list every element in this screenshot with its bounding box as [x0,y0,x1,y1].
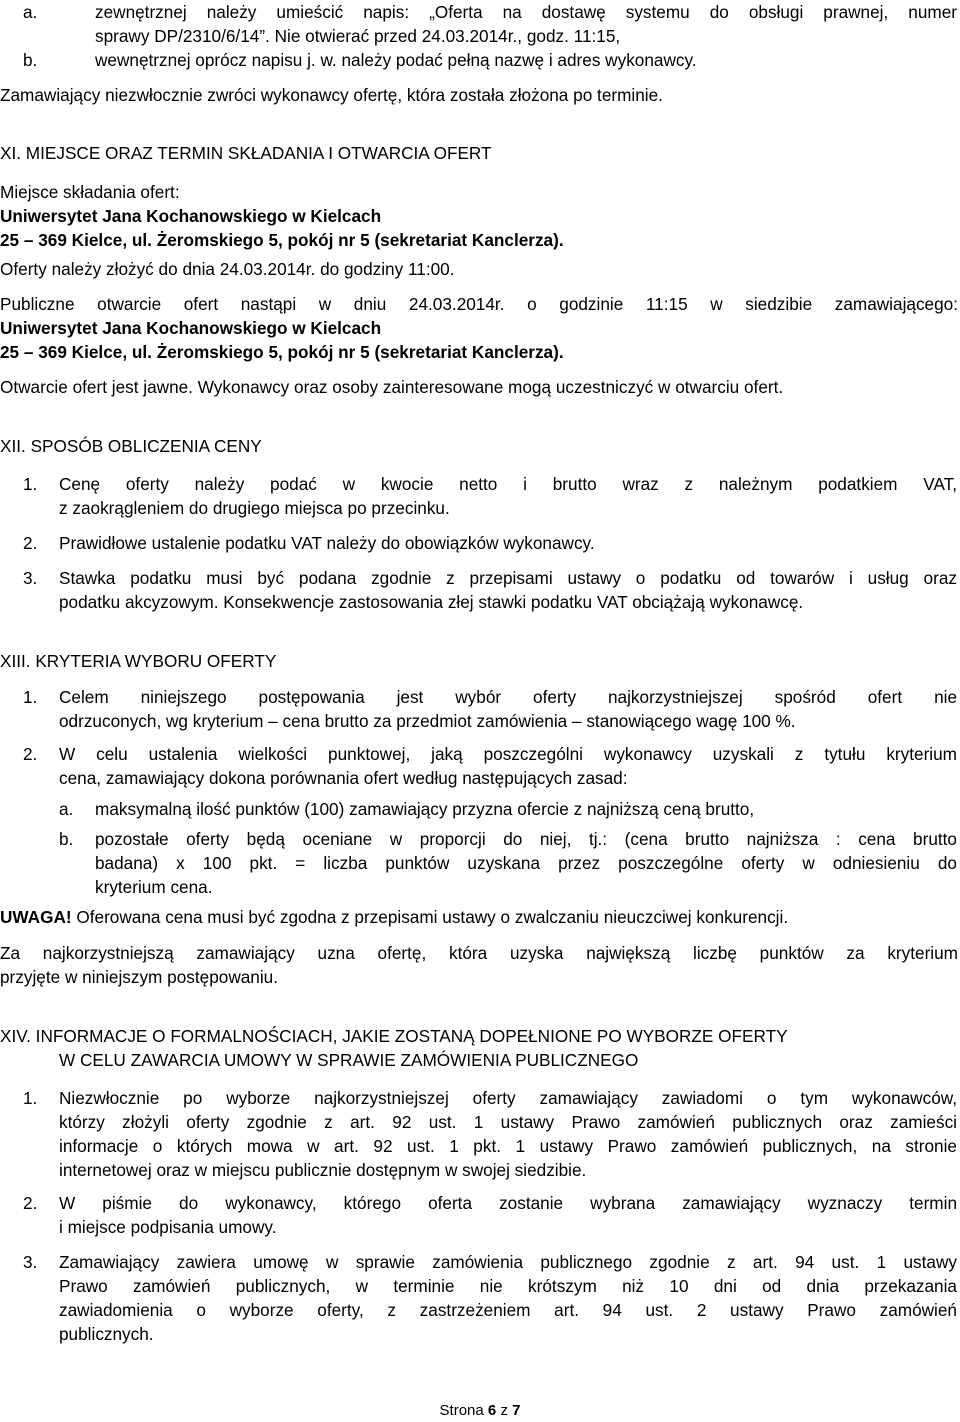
list-item-line: podatku akcyzowym. Konsekwencje zastosowania złej stawki podatku VAT obciążają wykonawcę. [59,592,804,612]
section-heading: XIII. KRYTERIA WYBORU OFERTY [0,651,277,671]
warning-label: UWAGA! [0,907,72,927]
place-label: Miejsce składania ofert: [0,182,180,202]
paragraph-line: Za najkorzystniejszą zamawiający uzna ofertę, która uzyska największą liczbę punktów za kryterium [0,943,958,963]
list-item-line: odrzuconych, wg kryterium – cena brutto za przedmiot zamówienia – stanowiącego wagę 100 %. [59,711,796,731]
page-label: Strona [439,1402,484,1419]
list-number: 2. [23,744,38,764]
organization-address: 25 – 369 Kielce, ul. Żeromskiego 5, pokój nr 5 (sekretariat Kanclerza). [0,230,564,250]
paragraph: Zamawiający niezwłocznie zwróci wykonawcy ofertę, która została złożona po terminie. [0,85,663,105]
list-item-line: Stawka podatku musi być podana zgodnie z przepisami ustawy o podatku od towarów i usług oraz [59,568,957,588]
page-footer [0,1402,960,1420]
list-item-line: zawiadomienia o wyborze oferty, z zastrzeżeniem art. 94 ust. 2 ustawy Prawo zamówień [59,1300,957,1320]
list-item-line: Prawo zamówień publicznych, w terminie nie krótszym niż 10 dni od dnia przekazania [59,1276,957,1296]
list-number: 1. [23,1088,38,1108]
list-item-line: kryterium cena. [95,877,213,897]
list-number: 2. [23,1193,38,1213]
list-item-line: Celem niniejszego postępowania jest wybór oferty najkorzystniejszej spośród ofert nie [59,687,957,707]
list-item-line: W celu ustalenia wielkości punktowej, jaką poszczególni wykonawcy uzyskali z tytułu kryterium [59,744,957,764]
list-item-line: cena, zamawiający dokona porównania ofert według następujących zasad: [59,768,628,788]
paragraph: Otwarcie ofert jest jawne. Wykonawcy oraz osoby zainteresowane mogą uczestniczyć w otwarciu ofert. [0,377,784,397]
list-item-line: którzy złożyli oferty zgodnie z art. 92 ust. 1 ustawy Prawo zamówień publicznych oraz zamieści [59,1112,957,1132]
warning-note [0,905,788,929]
list-item-line: publicznych. [59,1324,154,1344]
page-of: z [500,1402,508,1419]
list-item-line: informacje o których mowa w art. 92 ust. 1 pkt. 1 ustawy Prawo zamówień publicznych, na stronie [59,1136,957,1156]
list-item-line: pozostałe oferty będą oceniane w proporcji do niej, tj.: (cena brutto najniższa : cena brutto [95,829,957,849]
list-marker: b. [59,829,74,849]
page-number: 6 [487,1402,497,1419]
deadline-text: Oferty należy złożyć do dnia 24.03.2014r. do godziny 11:00. [0,259,455,279]
list-marker: b. [23,50,38,70]
list-item-line: Niezwłocznie po wyborze najkorzystniejszej oferty zamawiający zawiadomi o tym wykonawców, [59,1088,957,1108]
list-number: 2. [23,533,38,553]
list-marker: a. [23,2,38,22]
list-item-line: Prawidłowe ustalenie podatku VAT należy do obowiązków wykonawcy. [59,533,595,553]
section-heading: XII. SPOSÓB OBLICZENIA CENY [0,436,262,456]
list-number: 1. [23,474,38,494]
list-item-line: i miejsce podpisania umowy. [59,1217,277,1237]
list-item-line: Zamawiający zawiera umowę w sprawie zamówienia publicznego zgodnie z art. 94 ust. 1 ustawy [59,1252,957,1272]
organization-name: Uniwersytet Jana Kochanowskiego w Kielcach [0,318,382,338]
section-heading: XI. MIEJSCE ORAZ TERMIN SKŁADANIA I OTWARCIA OFERT [0,143,492,163]
list-item-line: W piśmie do wykonawcy, którego oferta zostanie wybrana zamawiający wyznaczy termin [59,1193,957,1213]
organization-address: 25 – 369 Kielce, ul. Żeromskiego 5, pokój nr 5 (sekretariat Kanclerza). [0,342,564,362]
paragraph-line: zewnętrznej należy umieścić napis: „Oferta na dostawę systemu do obsługi prawnej, numer [95,2,957,22]
list-item-line: internetowej oraz w miejscu publicznie dostępnym w swojej siedzibie. [59,1160,587,1180]
list-marker: a. [59,799,74,819]
list-item-line: maksymalną ilość punktów (100) zamawiający przyzna ofercie z najniższą ceną brutto, [95,799,755,819]
list-item-line: badana) x 100 pkt. = liczba punktów uzyskana przez poszczególne oferty w odniesieniu do [95,853,957,873]
list-number: 3. [23,568,38,588]
section-heading: XIV. INFORMACJE O FORMALNOŚCIACH, JAKIE ZOSTANĄ DOPEŁNIONE PO WYBORZE OFERTY [0,1026,788,1046]
paragraph-line: sprawy DP/2310/6/14”. Nie otwierać przed 24.03.2014r., godz. 11:15, [95,26,621,46]
list-item-line: z zaokrągleniem do drugiego miejsca po przecinku. [59,498,450,518]
list-number: 3. [23,1252,38,1272]
page-total: 7 [512,1402,521,1419]
opening-text: Publiczne otwarcie ofert nastąpi w dniu 24.03.2014r. o godzinie 11:15 w siedzibie zamawiającego: [0,294,958,314]
paragraph-line: wewnętrznej oprócz napisu j. w. należy podać pełną nazwę i adres wykonawcy. [95,50,697,70]
organization-name: Uniwersytet Jana Kochanowskiego w Kielcach [0,206,382,226]
list-number: 1. [23,687,38,707]
list-item-line: Cenę oferty należy podać w kwocie netto i brutto wraz z należnym podatkiem VAT, [59,474,957,494]
paragraph-line: przyjęte w niniejszym postępowaniu. [0,967,278,987]
warning-text: Oferowana cena musi być zgodna z przepisami ustawy o zwalczaniu nieuczciwej konkurencji. [71,907,789,927]
section-heading: W CELU ZAWARCIA UMOWY W SPRAWIE ZAMÓWIENIA PUBLICZNEGO [59,1050,639,1070]
